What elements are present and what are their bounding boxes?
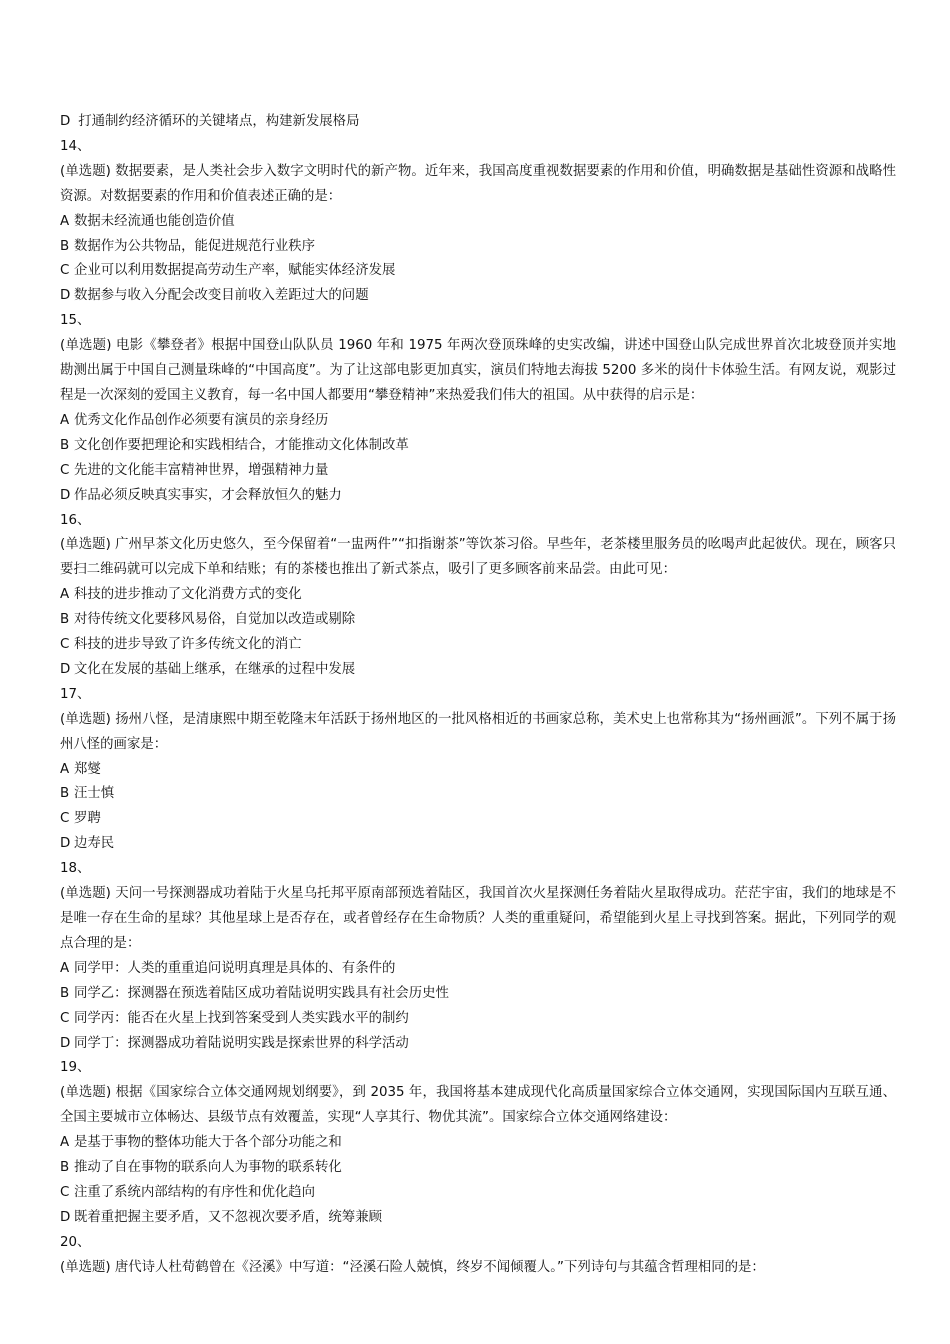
option-b — [60, 1156, 896, 1181]
option-letter: A — [60, 587, 70, 603]
option-d — [60, 1032, 896, 1057]
question-stem: (单选题) 唐代诗人杜荀鹤曾在《泾溪》中写道：“泾溪石险人兢慎，终岁不闻倾覆人。”下列诗句与其蕴含哲理相同的是： — [60, 1259, 765, 1275]
option-text: 优秀文化作品创作必须要有演员的亲身经历 — [74, 412, 329, 428]
question-stem: (单选题) 广州早茶文化历史悠久，至今保留着“一盅两件”“扣指谢茶”等饮茶习俗。早些年，老茶楼里服务员的吆喝声此起彼伏。现在，顾客只要扫二维码就可以完成下单和结账；有的茶楼也推出了新式茶点，吸引了更多顾客前来品尝。由此可见： — [60, 537, 896, 578]
option-text: 汪士慎 — [74, 786, 115, 802]
option-text: 同学乙：探测器在预选着陆区成功着陆说明实践具有社会历史性 — [74, 985, 449, 1001]
question-number: 17、 — [60, 686, 91, 702]
option-letter: A — [60, 761, 70, 777]
question-stem: (单选题) 电影《攀登者》根据中国登山队队员 1960 年和 1975 年两次登顶珠峰的史实改编，讲述中国登山队完成世界首次北坡登顶并实地勘测出属于中国自己测量珠峰的“中国高度”。为了让这部电影更加真实，演员们特地去海拔 5200 多米的岗什卡体验生活。有网友说，观影过程是一次深刻的爱国主义教育，每一名中国人都要用“攀登精神”来热爱我们伟大的祖国。从中获得的启示是： — [60, 338, 896, 403]
option-text: 企业可以利用数据提高劳动生产率，赋能实体经济发展 — [74, 263, 396, 279]
option-c — [60, 259, 896, 284]
option-text: 推动了自在事物的联系向人为事物的联系转化 — [74, 1160, 342, 1176]
option-letter: D — [60, 1209, 71, 1225]
option-text: 边寿民 — [74, 836, 115, 852]
option-b — [60, 608, 896, 633]
option-a — [60, 957, 896, 982]
lead-option — [60, 110, 896, 135]
option-text: 郑燮 — [74, 761, 101, 777]
option-letter: B — [60, 786, 70, 802]
question-number: 16、 — [60, 512, 91, 528]
option-text: 罗聘 — [74, 811, 101, 827]
option-text: 文化创作要把理论和实践相结合，才能推动文化体制改革 — [74, 437, 409, 453]
option-letter: B — [60, 1160, 70, 1176]
option-d — [60, 1206, 896, 1231]
option-letter: C — [60, 811, 70, 827]
option-letter: B — [60, 985, 70, 1001]
option-letter: C — [60, 1184, 70, 1200]
option-text: 数据作为公共物品，能促进规范行业秩序 — [74, 238, 316, 254]
option-text: 作品必须反映真实事实，才会释放恒久的魅力 — [74, 487, 342, 503]
option-letter: C — [60, 1010, 70, 1026]
option-text: 数据未经流通也能创造价值 — [74, 213, 235, 229]
option-letter: B — [60, 612, 70, 628]
option-text: 对待传统文化要移风易俗，自觉加以改造或剔除 — [74, 612, 356, 628]
option-b — [60, 982, 896, 1007]
option-text: 科技的进步导致了许多传统文化的消亡 — [74, 637, 302, 653]
option-d — [60, 832, 896, 857]
option-d — [60, 284, 896, 309]
option-a — [60, 1131, 896, 1156]
question-number: 14、 — [60, 138, 91, 154]
option-letter: C — [60, 637, 70, 653]
option-c — [60, 633, 896, 658]
option-text: 科技的进步推动了文化消费方式的变化 — [74, 587, 302, 603]
question-18 — [60, 857, 896, 1056]
question-20 — [60, 1231, 896, 1281]
option-text: 文化在发展的基础上继承，在继承的过程中发展 — [74, 661, 356, 677]
option-letter: B — [60, 437, 70, 453]
option-b — [60, 434, 896, 459]
option-b — [60, 782, 896, 807]
option-a — [60, 583, 896, 608]
option-letter: D — [60, 1035, 71, 1051]
option-text: 数据参与收入分配会改变目前收入差距过大的问题 — [74, 288, 369, 304]
option-c — [60, 1181, 896, 1206]
question-16 — [60, 509, 896, 683]
option-text: 同学甲：人类的重重追问说明真理是具体的、有条件的 — [74, 960, 396, 976]
option-letter: D — [60, 661, 71, 677]
option-letter: A — [60, 213, 70, 229]
option-letter: A — [60, 412, 70, 428]
option-d — [60, 484, 896, 509]
question-number: 19、 — [60, 1060, 91, 1076]
option-text: 是基于事物的整体功能大于各个部分功能之和 — [74, 1135, 342, 1151]
option-a — [60, 758, 896, 783]
option-letter: C — [60, 462, 70, 478]
question-stem: (单选题) 扬州八怪，是清康熙中期至乾隆末年活跃于扬州地区的一批风格相近的书画家总称，美术史上也常称其为“扬州画派”。下列不属于扬州八怪的画家是： — [60, 711, 896, 752]
exam-page — [60, 110, 896, 1281]
option-c — [60, 1007, 896, 1032]
question-number: 20、 — [60, 1234, 91, 1250]
option-letter: D — [60, 288, 71, 304]
question-17 — [60, 683, 896, 857]
option-letter: B — [60, 238, 70, 254]
option-letter: D — [60, 487, 71, 503]
option-letter: D — [60, 836, 71, 852]
option-a — [60, 409, 896, 434]
question-number: 18、 — [60, 861, 91, 877]
option-text: 同学丙：能否在火星上找到答案受到人类实践水平的制约 — [74, 1010, 409, 1026]
option-c — [60, 459, 896, 484]
option-text: 既着重把握主要矛盾，又不忽视次要矛盾，统筹兼顾 — [74, 1209, 382, 1225]
option-letter: C — [60, 263, 70, 279]
question-stem: (单选题) 根据《国家综合立体交通网规划纲要》，到 2035 年，我国将基本建成现代化高质量国家综合立体交通网，实现国际国内互联互通、全国主要城市立体畅达、县级节点有效覆盖，实现“人享其行、物优其流”。国家综合立体交通网络建设： — [60, 1085, 896, 1126]
option-text: 注重了系统内部结构的有序性和优化趋向 — [74, 1184, 316, 1200]
question-number: 15、 — [60, 313, 91, 329]
option-letter: D — [60, 114, 71, 129]
option-a — [60, 210, 896, 235]
question-14 — [60, 135, 896, 309]
option-text: 打通制约经济循环的关键堵点，构建新发展格局 — [78, 114, 360, 129]
option-letter: A — [60, 1135, 70, 1151]
option-b — [60, 235, 896, 260]
option-text: 同学丁：探测器成功着陆说明实践是探索世界的科学活动 — [74, 1035, 409, 1051]
option-text: 先进的文化能丰富精神世界，增强精神力量 — [74, 462, 329, 478]
question-15 — [60, 309, 896, 508]
question-stem: (单选题) 数据要素，是人类社会步入数字文明时代的新产物。近年来，我国高度重视数据要素的作用和价值，明确数据是基础性资源和战略性资源。对数据要素的作用和价值表述正确的是： — [60, 163, 896, 204]
option-c — [60, 807, 896, 832]
question-stem: (单选题) 天问一号探测器成功着陆于火星乌托邦平原南部预选着陆区，我国首次火星探测任务着陆火星取得成功。茫茫宇宙，我们的地球是不是唯一存在生命的星球？其他星球上是否存在，或者曾经存在生命物质？人类的重重疑问，希望能到火星上寻找到答案。据此，下列同学的观点合理的是： — [60, 886, 896, 951]
question-19 — [60, 1056, 896, 1230]
option-d — [60, 658, 896, 683]
option-letter: A — [60, 960, 70, 976]
